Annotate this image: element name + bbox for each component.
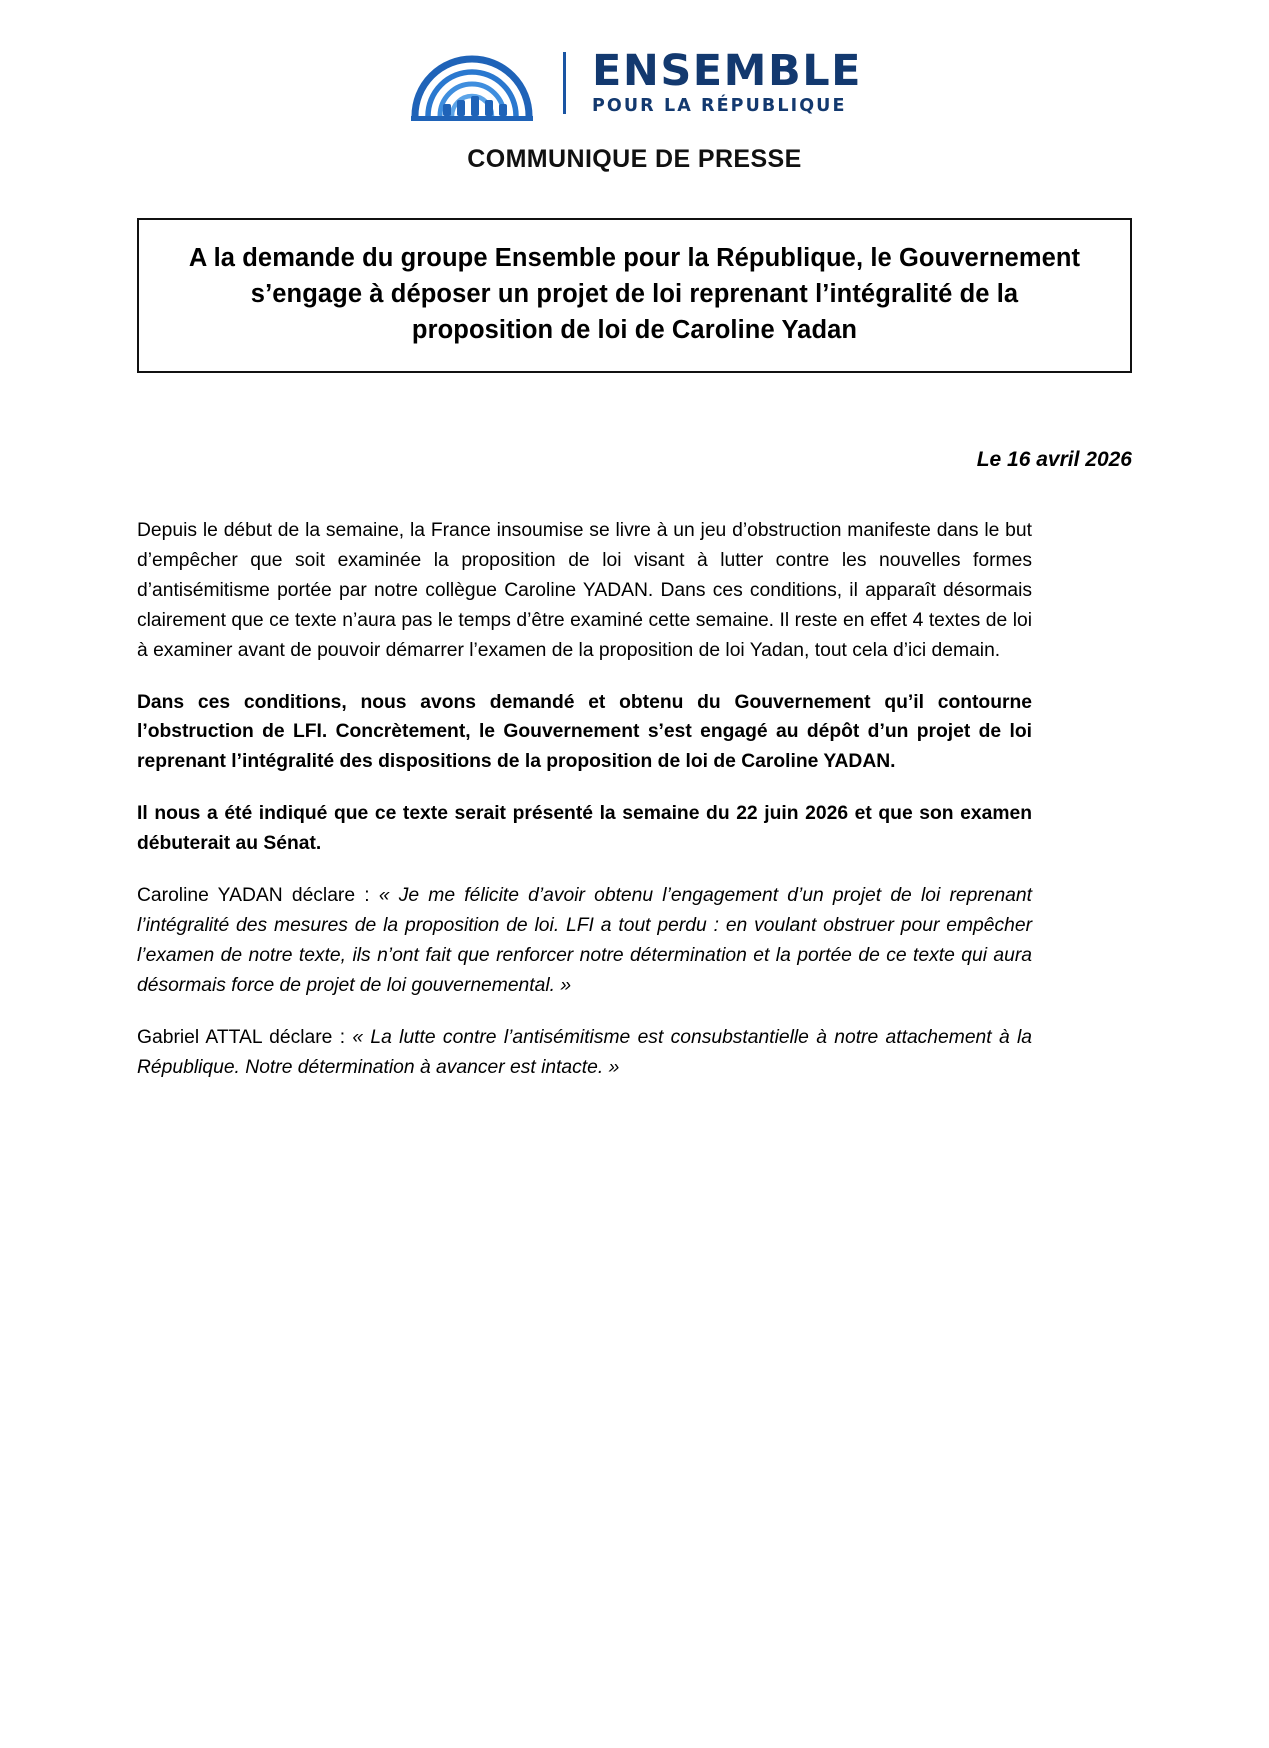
quote-text: « La lutte contre l’antisémitisme est consubstantielle à notre attachement à la République. Notre détermination à avancer est intacte. » (137, 1026, 1032, 1078)
document-kicker: COMMUNIQUE DE PRESSE (467, 145, 802, 173)
quote-attribution: Gabriel ATTAL déclare : (137, 1026, 353, 1048)
brand-header (0, 44, 1269, 122)
body-paragraph: Dans ces conditions, nous avons demandé et obtenu du Gouvernement qu’il contourne l’obstruction de LFI. Concrètement, le Gouvernement s’est engagé au dépôt d’un projet de loi reprenant l’intégralité des dispositions de la proposition de loi de Caroline YADAN. (137, 691, 1032, 773)
document-date: Le 16 avril 2026 (976, 448, 1132, 471)
brand-name: ENSEMBLE (591, 46, 863, 97)
hemicycle-icon (407, 44, 537, 122)
body-paragraph: Il nous a été indiqué que ce texte serait présenté la semaine du 22 juin 2026 et que son examen débuterait au Sénat. (137, 803, 1032, 855)
brand-wordmark (591, 46, 863, 117)
quote-attribution: Caroline YADAN déclare : (137, 885, 379, 907)
logo-divider (563, 52, 566, 114)
page-title: A la demande du groupe Ensemble pour la République, le Gouvernement s’engage à déposer un projet de loi reprenant l’intégralité de la proposition de loi de Caroline Yadan (188, 244, 1081, 345)
document-body (137, 516, 1032, 1105)
brand-tagline: POUR LA RÉPUBLIQUE (591, 96, 847, 117)
body-paragraph: Depuis le début de la semaine, la France insoumise se livre à un jeu d’obstruction manifeste dans le but d’empêcher que soit examinée la proposition de loi visant à lutter contre les nouvelles formes d’antisémitisme portée par notre collègue Caroline YADAN. Dans ces conditions, il apparaît désormais clairement que ce texte n’aura pas le temps d’être examiné cette semaine. Il reste en effet 4 textes de loi à examiner avant de pouvoir démarrer l’examen de la proposition de loi Yadan, tout cela d’ici demain. (137, 520, 1032, 661)
quote-block (137, 1023, 1032, 1083)
quote-text: « Je me félicite d’avoir obtenu l’engagement d’un projet de loi reprenant l’intégralité des mesures de la proposition de loi. LFI a tout perdu : en voulant obstruer pour empêcher l’examen de notre texte, ils n’ont fait que renforcer notre détermination et la portée de ce texte qui aura désormais force de projet de loi gouvernemental. » (137, 885, 1032, 996)
quote-block (137, 881, 1032, 1001)
title-box (137, 218, 1132, 373)
